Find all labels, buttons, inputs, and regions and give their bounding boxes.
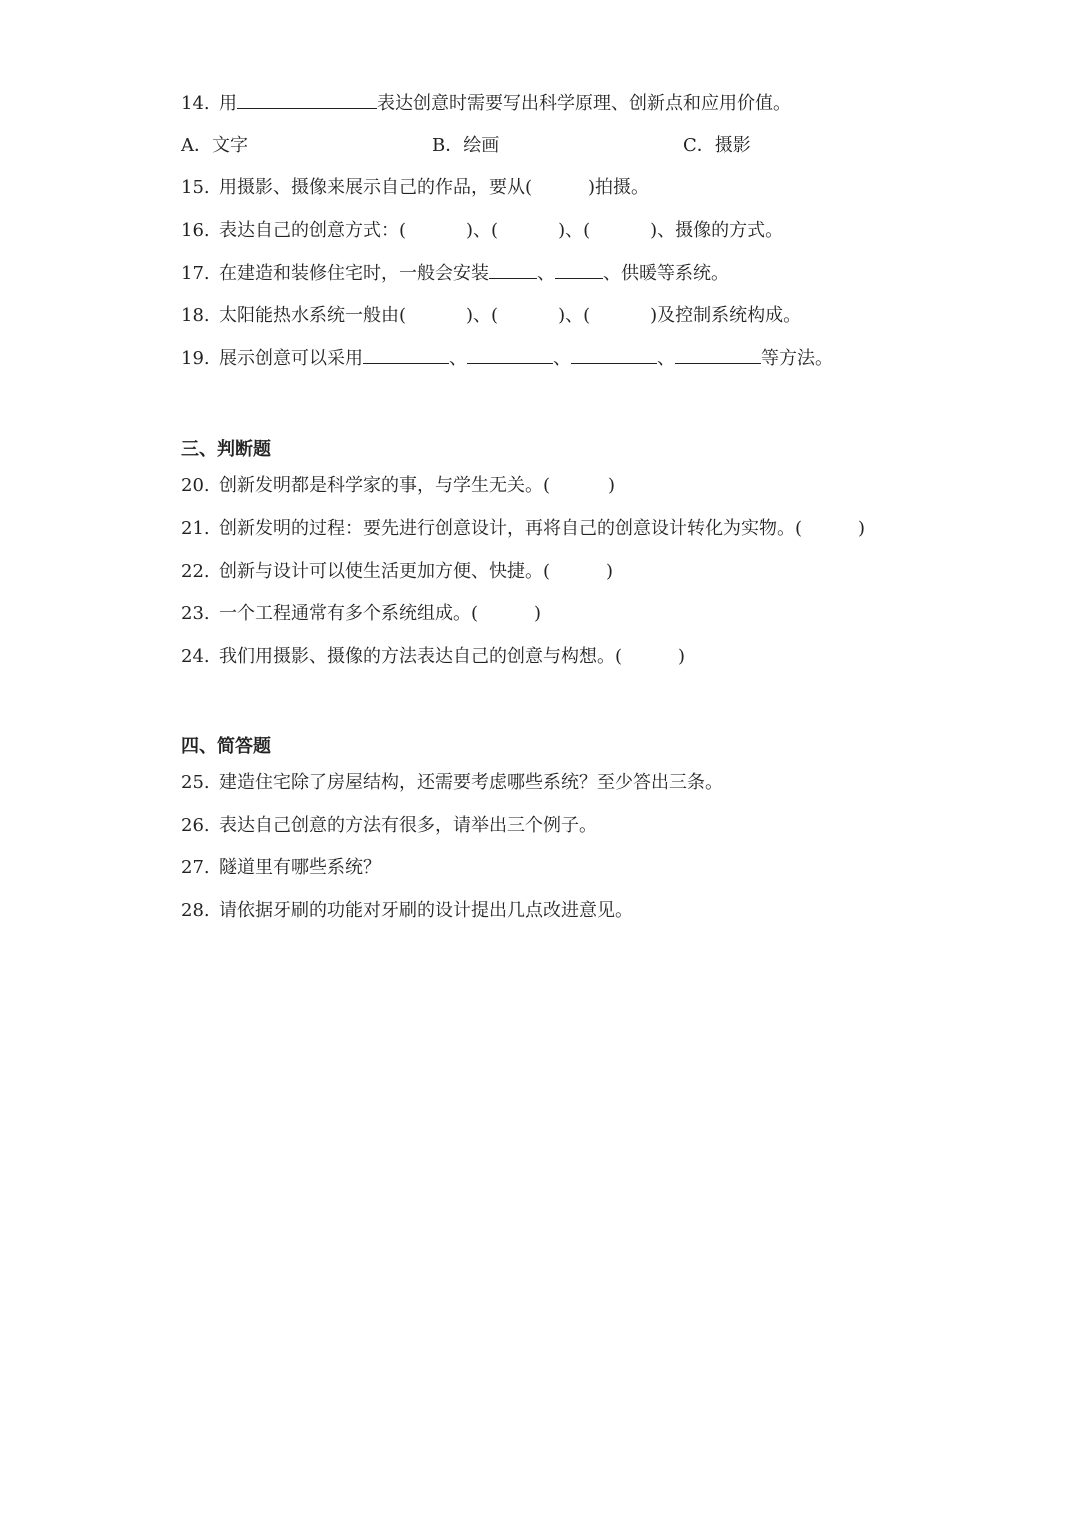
answer-blank bbox=[489, 258, 537, 279]
question-number: 21. bbox=[181, 518, 210, 539]
question-14 bbox=[181, 88, 791, 118]
answer-blank bbox=[363, 343, 449, 364]
section-title-judge: 三、判断题 bbox=[181, 439, 271, 460]
question-text: 用摄影、摄像来展示自己的作品，要从( bbox=[219, 177, 533, 198]
question-text: 用 bbox=[219, 93, 237, 114]
question-number: 18. bbox=[181, 305, 210, 326]
question-27 bbox=[181, 853, 381, 883]
answer-blank bbox=[237, 88, 377, 109]
question-text: 创新与设计可以使生活更加方便、快捷。( bbox=[219, 561, 551, 582]
question-number: 23. bbox=[181, 603, 210, 624]
answer-blank bbox=[571, 343, 657, 364]
question-text: 创新发明的过程：要先进行创意设计，再将自己的创意设计转化为实物。( bbox=[219, 518, 803, 539]
question-number: 25. bbox=[181, 772, 210, 793]
question-15 bbox=[181, 173, 649, 203]
answer-blank bbox=[675, 343, 761, 364]
question-text: 、供暖等系统。 bbox=[603, 263, 729, 284]
option-b: B．绘画 bbox=[432, 135, 500, 156]
question-text: 、 bbox=[657, 348, 675, 369]
question-19 bbox=[181, 343, 833, 373]
question-number: 17. bbox=[181, 263, 210, 284]
question-text: 、 bbox=[553, 348, 571, 369]
question-text: 在建造和装修住宅时，一般会安装 bbox=[219, 263, 489, 284]
question-text: 请依据牙刷的功能对牙刷的设计提出几点改进意见。 bbox=[219, 900, 633, 921]
bracket-close: ) bbox=[534, 603, 542, 624]
question-number: 26. bbox=[181, 815, 210, 836]
question-number: 14. bbox=[181, 93, 210, 114]
question-text: 展示创意可以采用 bbox=[219, 348, 363, 369]
question-20 bbox=[181, 471, 615, 501]
section-title-short-answer: 四、简答题 bbox=[181, 736, 271, 757]
question-text: 隧道里有哪些系统？ bbox=[219, 857, 381, 878]
question-24 bbox=[181, 642, 685, 672]
question-17 bbox=[181, 258, 729, 288]
question-text: 创新发明都是科学家的事，与学生无关。( bbox=[219, 475, 551, 496]
bracket-close: ) bbox=[606, 561, 614, 582]
answer-blank bbox=[555, 258, 603, 279]
question-number: 20. bbox=[181, 475, 210, 496]
bracket-close: ) bbox=[608, 475, 616, 496]
bracket-close: ) bbox=[858, 518, 866, 539]
question-text: 、 bbox=[537, 263, 555, 284]
question-text: 表达创意时需要写出科学原理、创新点和应用价值。 bbox=[377, 93, 791, 114]
question-number: 15. bbox=[181, 177, 210, 198]
question-number: 22. bbox=[181, 561, 210, 582]
question-23 bbox=[181, 599, 541, 629]
option-a: A．文字 bbox=[181, 135, 248, 156]
answer-blank bbox=[467, 343, 553, 364]
question-text: 建造住宅除了房屋结构，还需要考虑哪些系统？至少答出三条。 bbox=[219, 772, 723, 793]
question-text: )、摄像的方式。 bbox=[650, 220, 784, 241]
question-text: 表达自己创意的方法有很多，请举出三个例子。 bbox=[219, 815, 597, 836]
question-text: )、( bbox=[466, 220, 499, 241]
question-text: )、( bbox=[558, 305, 591, 326]
question-28 bbox=[181, 896, 633, 926]
option-c: C．摄影 bbox=[683, 135, 751, 156]
question-number: 16. bbox=[181, 220, 210, 241]
question-16 bbox=[181, 216, 783, 246]
question-text: )拍摄。 bbox=[588, 177, 650, 198]
question-21 bbox=[181, 514, 865, 544]
question-25 bbox=[181, 768, 723, 798]
question-18 bbox=[181, 301, 801, 331]
question-14-options bbox=[181, 131, 881, 161]
question-text: 一个工程通常有多个系统组成。( bbox=[219, 603, 479, 624]
question-number: 28. bbox=[181, 900, 210, 921]
question-text: )、( bbox=[558, 220, 591, 241]
question-26 bbox=[181, 811, 597, 841]
question-22 bbox=[181, 557, 613, 587]
question-number: 27. bbox=[181, 857, 210, 878]
question-text: 我们用摄影、摄像的方法表达自己的创意与构想。( bbox=[219, 646, 623, 667]
bracket-close: ) bbox=[678, 646, 686, 667]
question-text: 、 bbox=[449, 348, 467, 369]
question-text: )及控制系统构成。 bbox=[650, 305, 802, 326]
question-text: 太阳能热水系统一般由( bbox=[219, 305, 407, 326]
question-text: 表达自己的创意方式：( bbox=[219, 220, 407, 241]
question-text: )、( bbox=[466, 305, 499, 326]
question-text: 等方法。 bbox=[761, 348, 833, 369]
question-number: 24. bbox=[181, 646, 210, 667]
question-number: 19. bbox=[181, 348, 210, 369]
